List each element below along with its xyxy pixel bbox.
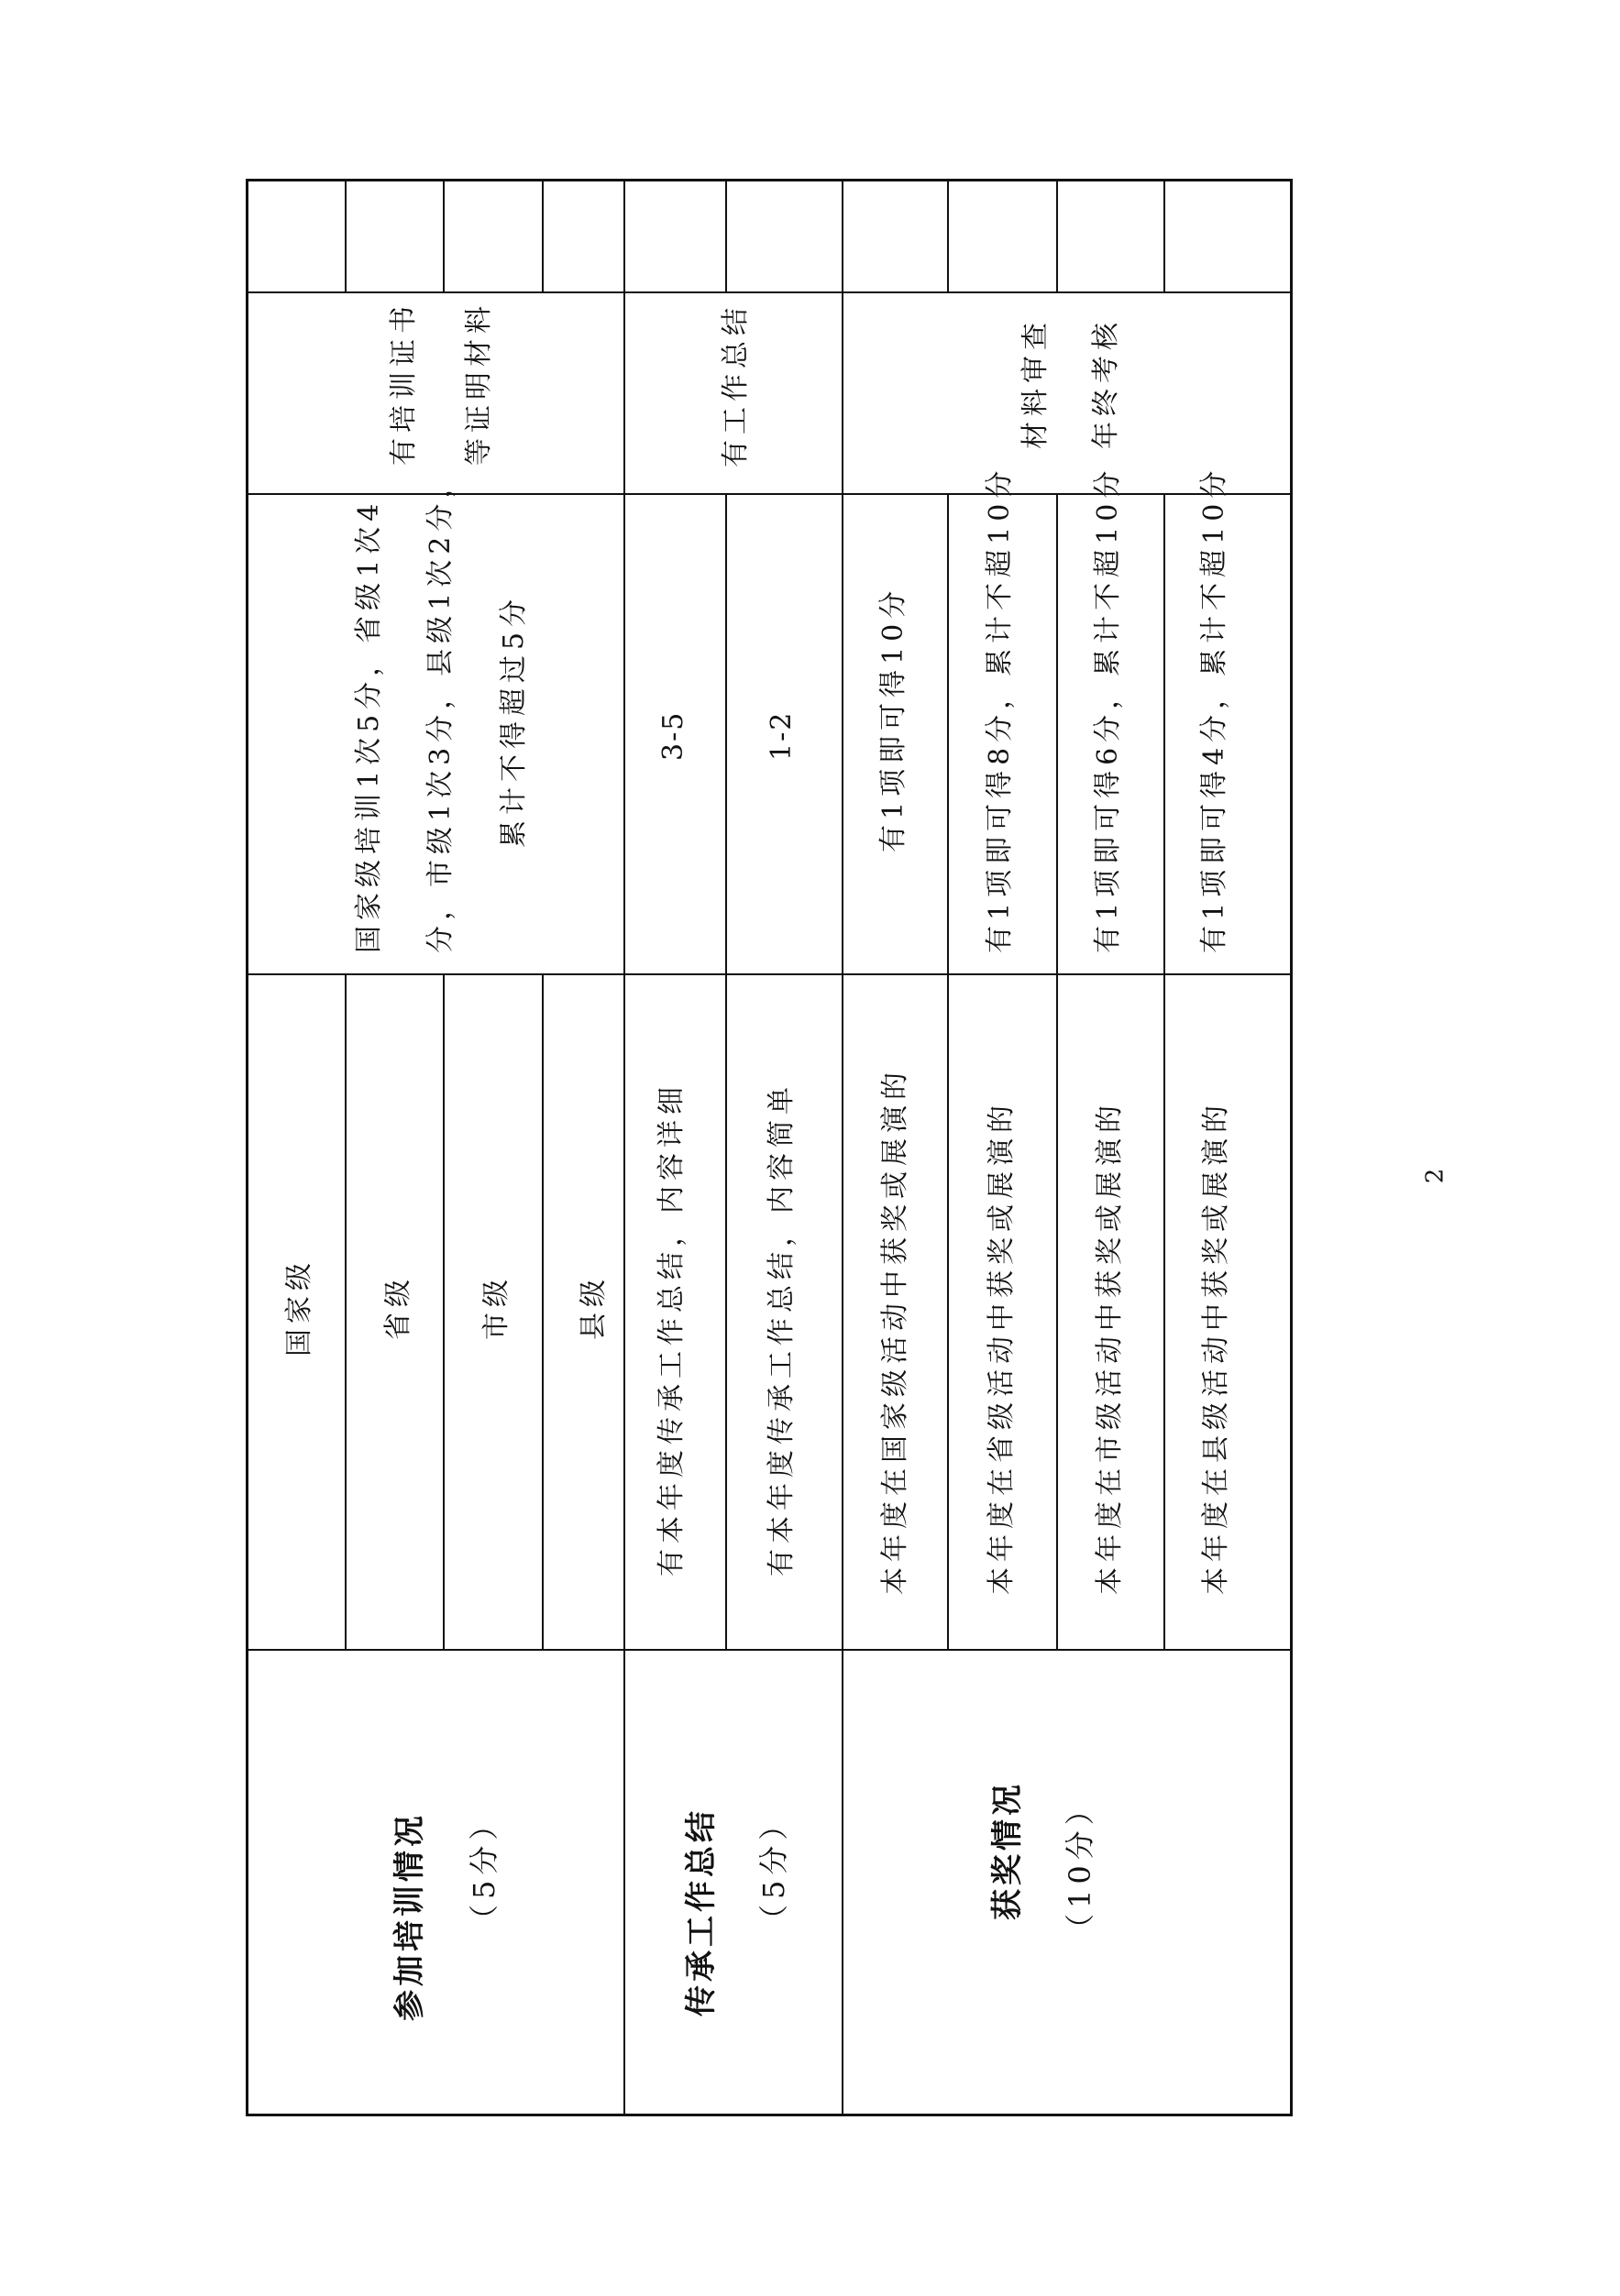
s1-row-line-3b: [542, 973, 544, 1651]
item-score: 3-5: [657, 710, 689, 761]
s2-row-line-b: [725, 493, 727, 1651]
table-border-top: [246, 179, 1293, 181]
section-points: （10分）: [1063, 1790, 1097, 1943]
s1-row-line-2: [443, 179, 445, 291]
section-points: （5分）: [756, 1805, 791, 1934]
table-border-bottom: [246, 2114, 1293, 2116]
page-number: 2: [1421, 1168, 1449, 1184]
section-points: （5分）: [467, 1805, 501, 1934]
method-line: 年终考核: [1090, 317, 1122, 449]
section-title: 获奖情况: [989, 1781, 1026, 1920]
score-rule-line: 累计不得超过5分: [498, 593, 530, 848]
item-label: 本年度在国家级活动中获奖或展演的: [879, 1067, 911, 1595]
s3-row-line-3b: [1163, 493, 1165, 1651]
column-divider-method: [246, 291, 1293, 293]
s1-row-line-3: [542, 179, 544, 291]
column-divider-items: [246, 1649, 1293, 1651]
s3-row-line-3a: [1163, 179, 1165, 291]
method-line: 等证明材料: [463, 301, 495, 466]
item-score: 1-2: [766, 710, 798, 761]
s3-row-line-1b: [947, 493, 949, 1651]
item-label: 省级: [382, 1274, 414, 1340]
item-label: 有本年度传承工作总结，内容详细: [656, 1082, 688, 1576]
s2-row-line-a: [725, 179, 727, 291]
s1-row-line-2b: [443, 973, 445, 1651]
item-label: 本年度在市级活动中获奖或展演的: [1094, 1100, 1126, 1595]
method-line: 材料审查: [1019, 317, 1052, 449]
item-label: 县级: [578, 1274, 610, 1340]
score-rule-line: 国家级培训1次5分，省级1次4: [353, 498, 385, 953]
method-line: 有培训证书: [388, 301, 420, 466]
s1-row-line-1b: [345, 973, 347, 1651]
item-label: 本年度在省级活动中获奖或展演的: [986, 1100, 1018, 1595]
table-border-right: [1290, 179, 1293, 2116]
item-score: 有1项即可得10分: [877, 585, 909, 852]
column-divider-score-end: [246, 973, 1293, 975]
item-score: 有1项即可得4分，累计不超10分: [1198, 465, 1230, 953]
item-score: 有1项即可得8分，累计不超10分: [984, 465, 1016, 953]
section-divider-1: [623, 179, 625, 2116]
score-rule-line: 分，市级1次3分，县级1次2分，: [424, 465, 457, 953]
item-label: 市级: [480, 1274, 512, 1340]
s1-row-line-1: [345, 179, 347, 291]
section-title: 参加培训情况: [391, 1812, 428, 2021]
s3-row-line-2b: [1056, 493, 1058, 1651]
item-score: 有1项即可得6分，累计不超10分: [1092, 465, 1124, 953]
item-label: 有本年度传承工作总结，内容简单: [766, 1082, 798, 1576]
column-divider-score: [246, 493, 1293, 495]
item-label: 本年度在县级活动中获奖或展演的: [1200, 1100, 1232, 1595]
method-line: 有工作总结: [720, 302, 752, 467]
item-label: 国家级: [283, 1258, 315, 1357]
s3-row-line-1a: [947, 179, 949, 291]
table-border-left: [246, 179, 248, 2116]
section-divider-2: [842, 179, 843, 2116]
section-title: 传承工作总结: [683, 1807, 720, 2016]
s3-row-line-2a: [1056, 179, 1058, 291]
